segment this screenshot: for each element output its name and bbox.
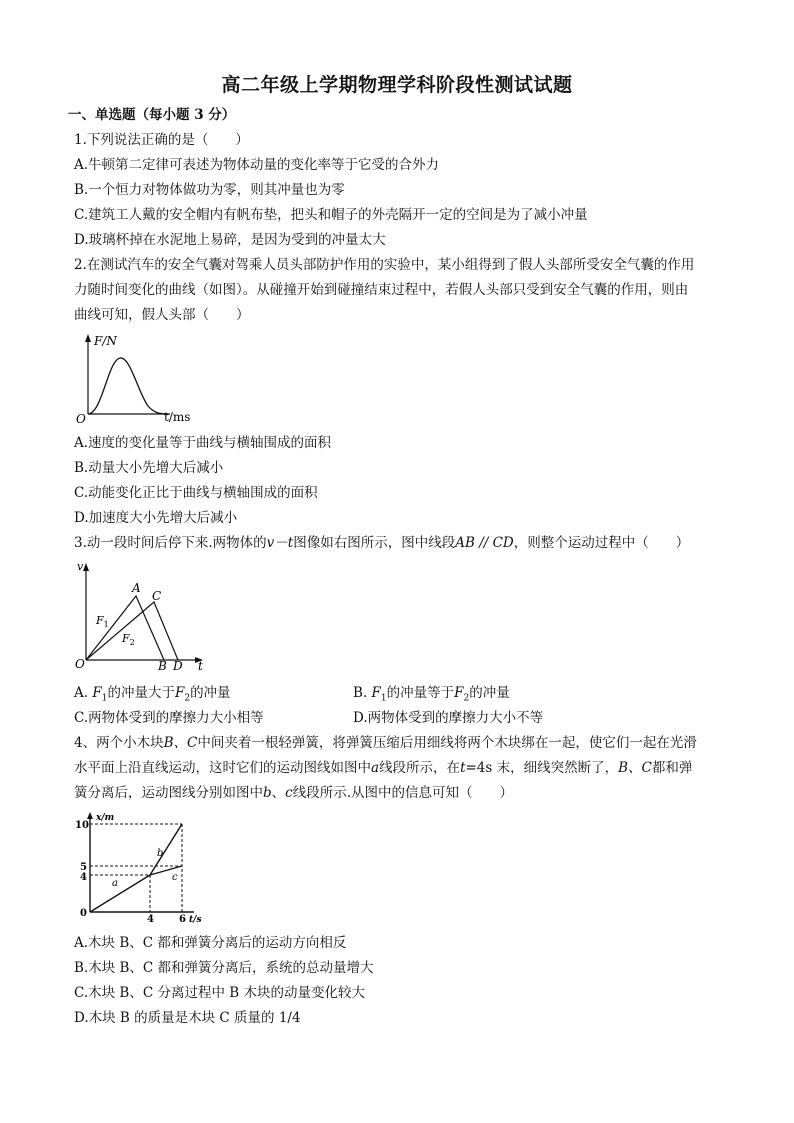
- q4-s2-d: 都和弹: [651, 760, 693, 776]
- q2-option-d: D.加速度大小先增大后减小: [74, 510, 238, 526]
- q3-a-prefix: A.: [74, 685, 89, 701]
- q3-a-mid: 的冲量大于: [107, 685, 175, 701]
- q1-option-d: D.玻璃杯掉在水泥地上易碎，是因为受到的冲量太大: [74, 232, 386, 248]
- q3-point-d: D: [173, 659, 183, 672]
- q3-b-f2: F: [454, 685, 464, 701]
- q3-b-prefix: B.: [353, 685, 368, 701]
- q3-f2-sub: 2: [129, 638, 135, 647]
- q2-y-label: F/N: [94, 334, 117, 348]
- q3-stem-part3: ，则整个运动过程中（ ）: [513, 535, 690, 551]
- q3-option-d: D.两物体受到的摩擦力大小不等: [353, 710, 544, 726]
- q3-stem-part2: 图像如右图所示，图中线段: [293, 535, 456, 551]
- q3-stem: [74, 534, 689, 552]
- q4-label-c: c: [172, 872, 178, 883]
- q2-stem-line1: 2.在测试汽车的安全气囊对驾乘人员头部防护作用的实验中，某小组得到了假人头部所受安全气囊的作用: [74, 257, 695, 273]
- q4-s3-mid: 、: [271, 785, 286, 801]
- q3-option-c: C.两物体受到的摩擦力大小相等: [74, 710, 264, 726]
- q2-x-label: t/ms: [164, 410, 191, 424]
- q4-s3-end: 线段所示.从图中的信息可知（ ）: [292, 785, 514, 801]
- q4-s2-c: =4s 末，细线突然断了，: [465, 760, 619, 776]
- q4-stem-line1: [74, 734, 697, 752]
- q4-option-c: C.木块 B、C 分离过程中 B 木块的动量变化较大: [74, 985, 365, 1001]
- q3-v-arrow: [83, 563, 89, 571]
- q3-point-a: A: [132, 581, 141, 595]
- q3-f2-letter: F: [122, 632, 130, 645]
- q4-tick-t6: 6: [179, 914, 186, 925]
- q4-s2-b: 线段所示，在: [379, 760, 461, 776]
- q3-stem-part1: 3.动一段时间后停下来.两物体的: [74, 535, 267, 551]
- q3-option-a: [74, 684, 231, 708]
- q2-stem-line2: 力随时间变化的曲线（如图）。从碰撞开始到碰撞结束过程中，若假人头部只受到安全气囊的作用，则由: [74, 282, 689, 298]
- q3-velocity-time-figure: [72, 558, 212, 672]
- q3-label-f2: [121, 632, 135, 647]
- q3-f1-sub: 1: [103, 620, 109, 629]
- q3-a-f2: F: [174, 685, 185, 701]
- q4-s2-a: 水平面上沿直线运动，这时它们的运动图线如图中: [74, 760, 371, 776]
- q3-stem-vt: v－t: [266, 535, 294, 551]
- q3-v-label: v: [77, 560, 84, 573]
- q4-tick-10: 10: [75, 820, 89, 831]
- q3-point-b: B: [158, 659, 167, 672]
- q3-stem-ab-cd: AB // CD: [455, 535, 514, 551]
- q3-t-label: t: [198, 659, 203, 672]
- q4-s3-a: 簧分离后，运动图线分别如图中: [74, 785, 263, 801]
- section-heading: 一、单选题（每小题 3 分）: [68, 107, 236, 123]
- q2-force-time-figure: [74, 332, 214, 426]
- q4-option-a: A.木块 B、C 都和弹簧分离后的运动方向相反: [74, 935, 347, 951]
- q4-tick-t4: 4: [147, 914, 154, 925]
- q4-s1-bc: B、C: [163, 735, 198, 751]
- q1-option-c: C.建筑工人戴的安全帽内有帆布垫，把头和帽子的外壳隔开一定的空间是为了减小冲量: [74, 207, 588, 223]
- q3-f1-letter: F: [96, 614, 104, 627]
- q4-position-time-figure: [72, 810, 212, 926]
- q4-s3-b: b: [263, 785, 272, 801]
- q2-y-arrow: [85, 334, 91, 342]
- q3-b-mid: 的冲量等于: [386, 685, 455, 701]
- q4-label-b: b: [157, 848, 164, 859]
- q2-option-a: A.速度的变化量等于曲线与横轴围成的面积: [74, 435, 332, 451]
- q1-stem: 1.下列说法正确的是（ ）: [74, 132, 249, 148]
- q2-option-b: B.动量大小先增大后减小: [74, 460, 224, 476]
- q3-b-f1: F: [371, 685, 381, 701]
- q4-stem-line2: [74, 759, 692, 777]
- q3-b-f2-sub: 2: [463, 693, 470, 704]
- q4-s2-bc: B、C: [618, 760, 652, 776]
- q4-label-a: a: [112, 878, 118, 889]
- q4-s2-t: t: [460, 760, 466, 776]
- q1-option-a: A.牛顿第二定律可表述为物体动量的变化率等于它受的合外力: [74, 157, 440, 173]
- q4-origin-label: 0: [80, 908, 87, 919]
- q3-label-f1: [95, 614, 109, 629]
- q4-s1-a: 4、两个小木块: [74, 735, 164, 751]
- q3-b-f1-sub: 1: [380, 693, 387, 704]
- q3-line-f2: [86, 602, 178, 660]
- q4-line-a: [90, 875, 150, 912]
- q4-y-label: x/m: [96, 813, 115, 823]
- q2-stem-line3: 曲线可知，假人头部（ ）: [74, 307, 250, 323]
- q3-a-end: 的冲量: [190, 685, 231, 701]
- q4-stem-line3: [74, 784, 513, 802]
- q4-t-label: t/s: [189, 915, 202, 925]
- q1-option-b: B.一个恒力对物体做功为零，则其冲量也为零: [74, 182, 345, 198]
- q4-s2-a-var: a: [371, 760, 380, 776]
- q4-tick-4: 4: [80, 872, 87, 883]
- q2-force-curve: [88, 358, 168, 414]
- q4-y-arrow: [87, 812, 93, 819]
- q3-a-f1-sub: 1: [101, 693, 108, 704]
- q4-tick-5: 5: [80, 862, 87, 873]
- page-title: 高二年级上学期物理学科阶段性测试试题: [221, 74, 573, 96]
- q4-option-b: B.木块 B、C 都和弹簧分离后，系统的总动量增大: [74, 960, 374, 976]
- q4-s3-c: c: [285, 785, 293, 801]
- q2-origin-label: O: [76, 412, 86, 426]
- q4-s1-b: 中间夹着一根轻弹簧，将弹簧压缩后用细线将两个木块绑在一起，使它们一起在光滑: [197, 735, 697, 751]
- q3-a-f2-sub: 2: [184, 693, 191, 704]
- q3-origin-label: O: [75, 657, 85, 671]
- q3-point-c: C: [152, 589, 162, 603]
- q2-option-c: C.动能变化正比于曲线与横轴围成的面积: [74, 485, 318, 501]
- q3-a-f1: F: [92, 685, 102, 701]
- q3-option-b: [353, 684, 510, 708]
- q3-b-end: 的冲量: [469, 685, 510, 701]
- q4-option-d: D.木块 B 的质量是木块 C 质量的 1/4: [74, 1010, 301, 1026]
